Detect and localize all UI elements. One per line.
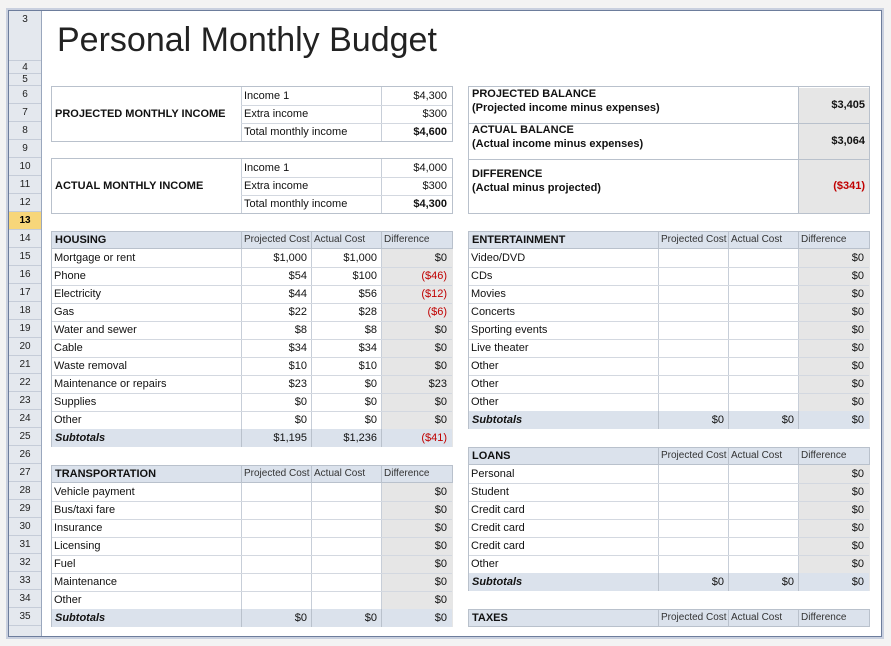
table-row-difference[interactable]: $0 bbox=[851, 486, 864, 498]
table-row-item[interactable]: Electricity bbox=[54, 288, 102, 300]
table-row-item[interactable]: Credit card bbox=[471, 540, 525, 552]
table-row-projected[interactable]: $23 bbox=[288, 378, 307, 390]
table-row-item[interactable]: Maintenance bbox=[54, 576, 117, 588]
table-row-difference[interactable]: $0 bbox=[851, 360, 864, 372]
row-number-23[interactable]: 23 bbox=[9, 392, 41, 410]
income-row-label[interactable]: Total monthly income bbox=[244, 198, 348, 210]
table-row-projected[interactable]: $34 bbox=[288, 342, 307, 354]
row-number-28[interactable]: 28 bbox=[9, 482, 41, 500]
row-number-13[interactable]: 13 bbox=[9, 212, 41, 230]
table-row-difference[interactable]: $0 bbox=[851, 540, 864, 552]
subtotal-divider bbox=[311, 609, 312, 627]
income-divider bbox=[241, 177, 242, 195]
table-row-actual[interactable]: $0 bbox=[364, 378, 377, 390]
table-row-difference[interactable]: $0 bbox=[851, 558, 864, 570]
income-divider bbox=[381, 105, 382, 123]
row-number-4[interactable]: 4 bbox=[9, 61, 41, 74]
subtotal-projected[interactable]: $0 bbox=[711, 576, 724, 588]
table-row-actual[interactable]: $28 bbox=[358, 306, 377, 318]
income-divider bbox=[241, 105, 242, 123]
table-row-difference[interactable]: $0 bbox=[851, 342, 864, 354]
table-row-difference[interactable]: $0 bbox=[851, 522, 864, 534]
subtotal-projected[interactable]: $0 bbox=[294, 612, 307, 624]
income-row-label[interactable]: Extra income bbox=[244, 180, 309, 192]
row-number-18[interactable]: 18 bbox=[9, 302, 41, 320]
table-row-projected[interactable]: $0 bbox=[294, 396, 307, 408]
income-row-label[interactable]: Extra income bbox=[244, 108, 309, 120]
income-row-value[interactable]: $300 bbox=[422, 180, 447, 192]
row-number-6[interactable]: 6 bbox=[9, 86, 41, 104]
row-number-22[interactable]: 22 bbox=[9, 374, 41, 392]
subtotal-label: Subtotals bbox=[55, 612, 106, 624]
income-row-value[interactable]: $4,000 bbox=[413, 162, 447, 174]
header-divider bbox=[728, 609, 729, 627]
table-row-difference[interactable]: $0 bbox=[434, 486, 447, 498]
subtotal-actual[interactable]: $0 bbox=[781, 576, 794, 588]
header-divider bbox=[658, 447, 659, 465]
income-divider bbox=[241, 123, 242, 141]
subtotal-difference[interactable]: $0 bbox=[434, 612, 447, 624]
balance-subtitle: (Actual minus projected) bbox=[472, 182, 601, 194]
header-divider bbox=[728, 447, 729, 465]
table-row-difference[interactable]: $0 bbox=[851, 378, 864, 390]
subtotal-label: Subtotals bbox=[55, 432, 106, 444]
table-title-entertainment: ENTERTAINMENT bbox=[472, 234, 566, 246]
table-row-difference[interactable]: $0 bbox=[851, 504, 864, 516]
table-row-item[interactable]: Mortgage or rent bbox=[54, 252, 136, 264]
table-row-item[interactable]: Live theater bbox=[471, 342, 529, 354]
row-number-25[interactable]: 25 bbox=[9, 428, 41, 446]
header-divider bbox=[241, 465, 242, 483]
table-row-projected[interactable]: $22 bbox=[288, 306, 307, 318]
table-row-item[interactable]: Gas bbox=[54, 306, 75, 318]
table-row-item[interactable]: Supplies bbox=[54, 396, 97, 408]
header-divider bbox=[658, 609, 659, 627]
col-difference-housing: Difference bbox=[384, 234, 430, 245]
row-number-14[interactable]: 14 bbox=[9, 230, 41, 248]
table-row-item[interactable]: Movies bbox=[471, 288, 506, 300]
balance-value[interactable]: $3,064 bbox=[831, 135, 865, 147]
income-row-value[interactable]: $300 bbox=[422, 108, 447, 120]
income-divider bbox=[381, 159, 382, 177]
column-divider bbox=[381, 249, 382, 447]
row-number-3[interactable]: 3 bbox=[9, 11, 41, 61]
header-divider bbox=[311, 231, 312, 249]
header-divider bbox=[381, 231, 382, 249]
row-number-10[interactable]: 10 bbox=[9, 158, 41, 176]
table-row-projected[interactable]: $0 bbox=[294, 414, 307, 426]
table-row-difference[interactable]: $0 bbox=[851, 396, 864, 408]
spreadsheet-window bbox=[8, 10, 882, 637]
table-row-difference[interactable]: $0 bbox=[851, 252, 864, 264]
subtotal-divider bbox=[728, 411, 729, 429]
table-row-item[interactable]: Maintenance or repairs bbox=[54, 378, 167, 390]
table-row-difference[interactable]: $0 bbox=[434, 558, 447, 570]
row-number-8[interactable]: 8 bbox=[9, 122, 41, 140]
table-row-item[interactable]: Other bbox=[471, 396, 499, 408]
table-row-item[interactable]: Cable bbox=[54, 342, 83, 354]
col-actual-loans: Actual Cost bbox=[731, 450, 783, 461]
table-row-actual[interactable]: $100 bbox=[352, 270, 377, 282]
row-number-24[interactable]: 24 bbox=[9, 410, 41, 428]
table-row-item[interactable]: Water and sewer bbox=[54, 324, 137, 336]
income-divider bbox=[241, 195, 242, 213]
table-row-actual[interactable]: $0 bbox=[364, 396, 377, 408]
balance-subtitle: (Actual income minus expenses) bbox=[472, 138, 644, 150]
row-number-21[interactable]: 21 bbox=[9, 356, 41, 374]
balance-divider bbox=[798, 87, 799, 123]
table-row-item[interactable]: Sporting events bbox=[471, 324, 548, 336]
col-difference-taxes: Difference bbox=[801, 612, 847, 623]
table-title-loans: LOANS bbox=[472, 450, 511, 462]
row-number-27[interactable]: 27 bbox=[9, 464, 41, 482]
table-row-actual[interactable]: $1,000 bbox=[343, 252, 377, 264]
subtotal-divider bbox=[728, 573, 729, 591]
table-row-difference[interactable]: $0 bbox=[434, 414, 447, 426]
col-difference-transportation: Difference bbox=[384, 468, 430, 479]
table-row-difference[interactable]: $0 bbox=[851, 270, 864, 282]
table-row-difference[interactable]: $0 bbox=[434, 540, 447, 552]
table-row-actual[interactable]: $10 bbox=[358, 360, 377, 372]
table-row-actual[interactable]: $0 bbox=[364, 414, 377, 426]
table-row-difference[interactable]: $0 bbox=[434, 576, 447, 588]
income-divider bbox=[241, 87, 242, 105]
row-number-11[interactable]: 11 bbox=[9, 176, 41, 194]
income-divider bbox=[381, 177, 382, 195]
table-row-actual[interactable]: $34 bbox=[358, 342, 377, 354]
row-number-7[interactable]: 7 bbox=[9, 104, 41, 122]
table-row-item[interactable]: Bus/taxi fare bbox=[54, 504, 116, 516]
subtotal-difference[interactable]: ($41) bbox=[421, 432, 447, 444]
income-row-label[interactable]: Total monthly income bbox=[244, 126, 348, 138]
row-header-column bbox=[9, 11, 42, 636]
table-row-item[interactable]: CDs bbox=[471, 270, 493, 282]
col-actual-transportation: Actual Cost bbox=[314, 468, 366, 479]
subtotal-divider bbox=[381, 429, 382, 447]
subtotal-divider bbox=[658, 411, 659, 429]
table-row-difference[interactable]: $0 bbox=[851, 306, 864, 318]
balance-divider bbox=[798, 123, 799, 159]
header-divider bbox=[658, 231, 659, 249]
col-projected-housing: Projected Cost bbox=[244, 234, 310, 245]
table-row-projected[interactable]: $8 bbox=[294, 324, 307, 336]
actual-income-label: ACTUAL MONTHLY INCOME bbox=[55, 180, 204, 192]
subtotal-divider bbox=[798, 411, 799, 429]
row-number-9[interactable]: 9 bbox=[9, 140, 41, 158]
table-row-item[interactable]: Waste removal bbox=[54, 360, 127, 372]
row-number-5[interactable]: 5 bbox=[9, 74, 41, 86]
col-difference-loans: Difference bbox=[801, 450, 847, 461]
subtotal-difference[interactable]: $0 bbox=[851, 576, 864, 588]
col-actual-housing: Actual Cost bbox=[314, 234, 366, 245]
header-divider bbox=[798, 447, 799, 465]
header-divider bbox=[798, 609, 799, 627]
subtotal-divider bbox=[241, 609, 242, 627]
subtotal-divider bbox=[381, 609, 382, 627]
subtotal-actual[interactable]: $1,236 bbox=[343, 432, 377, 444]
header-divider bbox=[311, 465, 312, 483]
col-actual-taxes: Actual Cost bbox=[731, 612, 783, 623]
table-row-difference[interactable]: $0 bbox=[851, 468, 864, 480]
income-row-value[interactable]: $4,300 bbox=[413, 198, 447, 210]
table-row-actual[interactable]: $8 bbox=[364, 324, 377, 336]
table-row-item[interactable]: Credit card bbox=[471, 504, 525, 516]
table-row-difference[interactable]: $0 bbox=[851, 288, 864, 300]
col-projected-transportation: Projected Cost bbox=[244, 468, 310, 479]
row-number-32[interactable]: 32 bbox=[9, 554, 41, 572]
subtotal-actual[interactable]: $0 bbox=[364, 612, 377, 624]
table-row-item[interactable]: Phone bbox=[54, 270, 86, 282]
col-actual-entertainment: Actual Cost bbox=[731, 234, 783, 245]
table-row-item[interactable]: Insurance bbox=[54, 522, 103, 534]
table-row-item[interactable]: Other bbox=[471, 360, 499, 372]
subtotal-projected[interactable]: $0 bbox=[711, 414, 724, 426]
table-title-transportation: TRANSPORTATION bbox=[55, 468, 157, 480]
balance-title: ACTUAL BALANCE bbox=[472, 124, 574, 136]
projected-income-label: PROJECTED MONTHLY INCOME bbox=[55, 108, 226, 120]
table-row-difference[interactable]: $0 bbox=[434, 594, 447, 606]
row-number-31[interactable]: 31 bbox=[9, 536, 41, 554]
table-row-projected[interactable]: $10 bbox=[288, 360, 307, 372]
income-row-value[interactable]: $4,300 bbox=[413, 90, 447, 102]
subtotal-label: Subtotals bbox=[472, 576, 523, 588]
col-projected-loans: Projected Cost bbox=[661, 450, 727, 461]
income-divider bbox=[241, 159, 242, 177]
income-row-value[interactable]: $4,600 bbox=[413, 126, 447, 138]
table-row-difference[interactable]: $23 bbox=[428, 378, 447, 390]
row-number-12[interactable]: 12 bbox=[9, 194, 41, 212]
table-row-actual[interactable]: $56 bbox=[358, 288, 377, 300]
table-row-difference[interactable]: $0 bbox=[434, 252, 447, 264]
table-row-projected[interactable]: $1,000 bbox=[273, 252, 307, 264]
row-number-20[interactable]: 20 bbox=[9, 338, 41, 356]
col-difference-entertainment: Difference bbox=[801, 234, 847, 245]
subtotal-divider bbox=[241, 429, 242, 447]
table-row-item[interactable]: Other bbox=[54, 594, 82, 606]
table-title-housing: HOUSING bbox=[55, 234, 107, 246]
table-row-difference[interactable]: $0 bbox=[434, 342, 447, 354]
table-row-difference[interactable]: $0 bbox=[434, 504, 447, 516]
table-row-item[interactable]: Other bbox=[471, 558, 499, 570]
table-row-difference[interactable]: ($12) bbox=[421, 288, 447, 300]
subtotal-divider bbox=[658, 573, 659, 591]
income-row-label[interactable]: Income 1 bbox=[244, 90, 290, 102]
row-number-19[interactable]: 19 bbox=[9, 320, 41, 338]
balance-value[interactable]: ($341) bbox=[833, 180, 865, 192]
table-row-projected[interactable]: $54 bbox=[288, 270, 307, 282]
row-number-17[interactable]: 17 bbox=[9, 284, 41, 302]
table-row-item[interactable]: Licensing bbox=[54, 540, 101, 552]
row-number-34[interactable]: 34 bbox=[9, 590, 41, 608]
table-row-item[interactable]: Other bbox=[471, 378, 499, 390]
table-row-item[interactable]: Credit card bbox=[471, 522, 525, 534]
income-divider bbox=[381, 87, 382, 105]
balance-title: DIFFERENCE bbox=[472, 168, 543, 180]
balance-divider bbox=[798, 159, 799, 213]
table-row-item[interactable]: Other bbox=[54, 414, 82, 426]
page-title: Personal Monthly Budget bbox=[57, 21, 437, 59]
col-projected-taxes: Projected Cost bbox=[661, 612, 727, 623]
table-row-projected[interactable]: $44 bbox=[288, 288, 307, 300]
row-number-26[interactable]: 26 bbox=[9, 446, 41, 464]
subtotal-divider bbox=[311, 429, 312, 447]
table-row-difference[interactable]: $0 bbox=[434, 324, 447, 336]
table-row-item[interactable]: Concerts bbox=[471, 306, 516, 318]
row-number-15[interactable]: 15 bbox=[9, 248, 41, 266]
table-row-difference[interactable]: $0 bbox=[434, 396, 447, 408]
balance-value[interactable]: $3,405 bbox=[831, 99, 865, 111]
table-title-taxes: TAXES bbox=[472, 612, 508, 624]
table-row-difference[interactable]: $0 bbox=[851, 324, 864, 336]
table-row-difference[interactable]: ($6) bbox=[427, 306, 447, 318]
header-divider bbox=[728, 231, 729, 249]
header-divider bbox=[798, 231, 799, 249]
table-row-item[interactable]: Video/DVD bbox=[471, 252, 526, 264]
income-row-label[interactable]: Income 1 bbox=[244, 162, 290, 174]
subtotal-divider bbox=[798, 573, 799, 591]
table-row-item[interactable]: Student bbox=[471, 486, 509, 498]
header-divider bbox=[381, 465, 382, 483]
row-number-16[interactable]: 16 bbox=[9, 266, 41, 284]
subtotal-label: Subtotals bbox=[472, 414, 523, 426]
income-divider bbox=[381, 123, 382, 141]
row-number-33[interactable]: 33 bbox=[9, 572, 41, 590]
row-number-35[interactable]: 35 bbox=[9, 608, 41, 626]
table-row-difference[interactable]: $0 bbox=[434, 522, 447, 534]
subtotal-actual[interactable]: $0 bbox=[781, 414, 794, 426]
column-divider bbox=[241, 249, 242, 447]
balance-subtitle: (Projected income minus expenses) bbox=[472, 102, 660, 114]
table-row-item[interactable]: Personal bbox=[471, 468, 515, 480]
table-row-difference[interactable]: $0 bbox=[434, 360, 447, 372]
subtotal-difference[interactable]: $0 bbox=[851, 414, 864, 426]
column-divider bbox=[311, 249, 312, 447]
row-number-29[interactable]: 29 bbox=[9, 500, 41, 518]
table-row-item[interactable]: Fuel bbox=[54, 558, 76, 570]
table-row-item[interactable]: Vehicle payment bbox=[54, 486, 135, 498]
header-divider bbox=[241, 231, 242, 249]
col-projected-entertainment: Projected Cost bbox=[661, 234, 727, 245]
row-number-30[interactable]: 30 bbox=[9, 518, 41, 536]
balance-title: PROJECTED BALANCE bbox=[472, 88, 597, 100]
income-divider bbox=[381, 195, 382, 213]
table-row-difference[interactable]: ($46) bbox=[421, 270, 447, 282]
subtotal-projected[interactable]: $1,195 bbox=[273, 432, 307, 444]
